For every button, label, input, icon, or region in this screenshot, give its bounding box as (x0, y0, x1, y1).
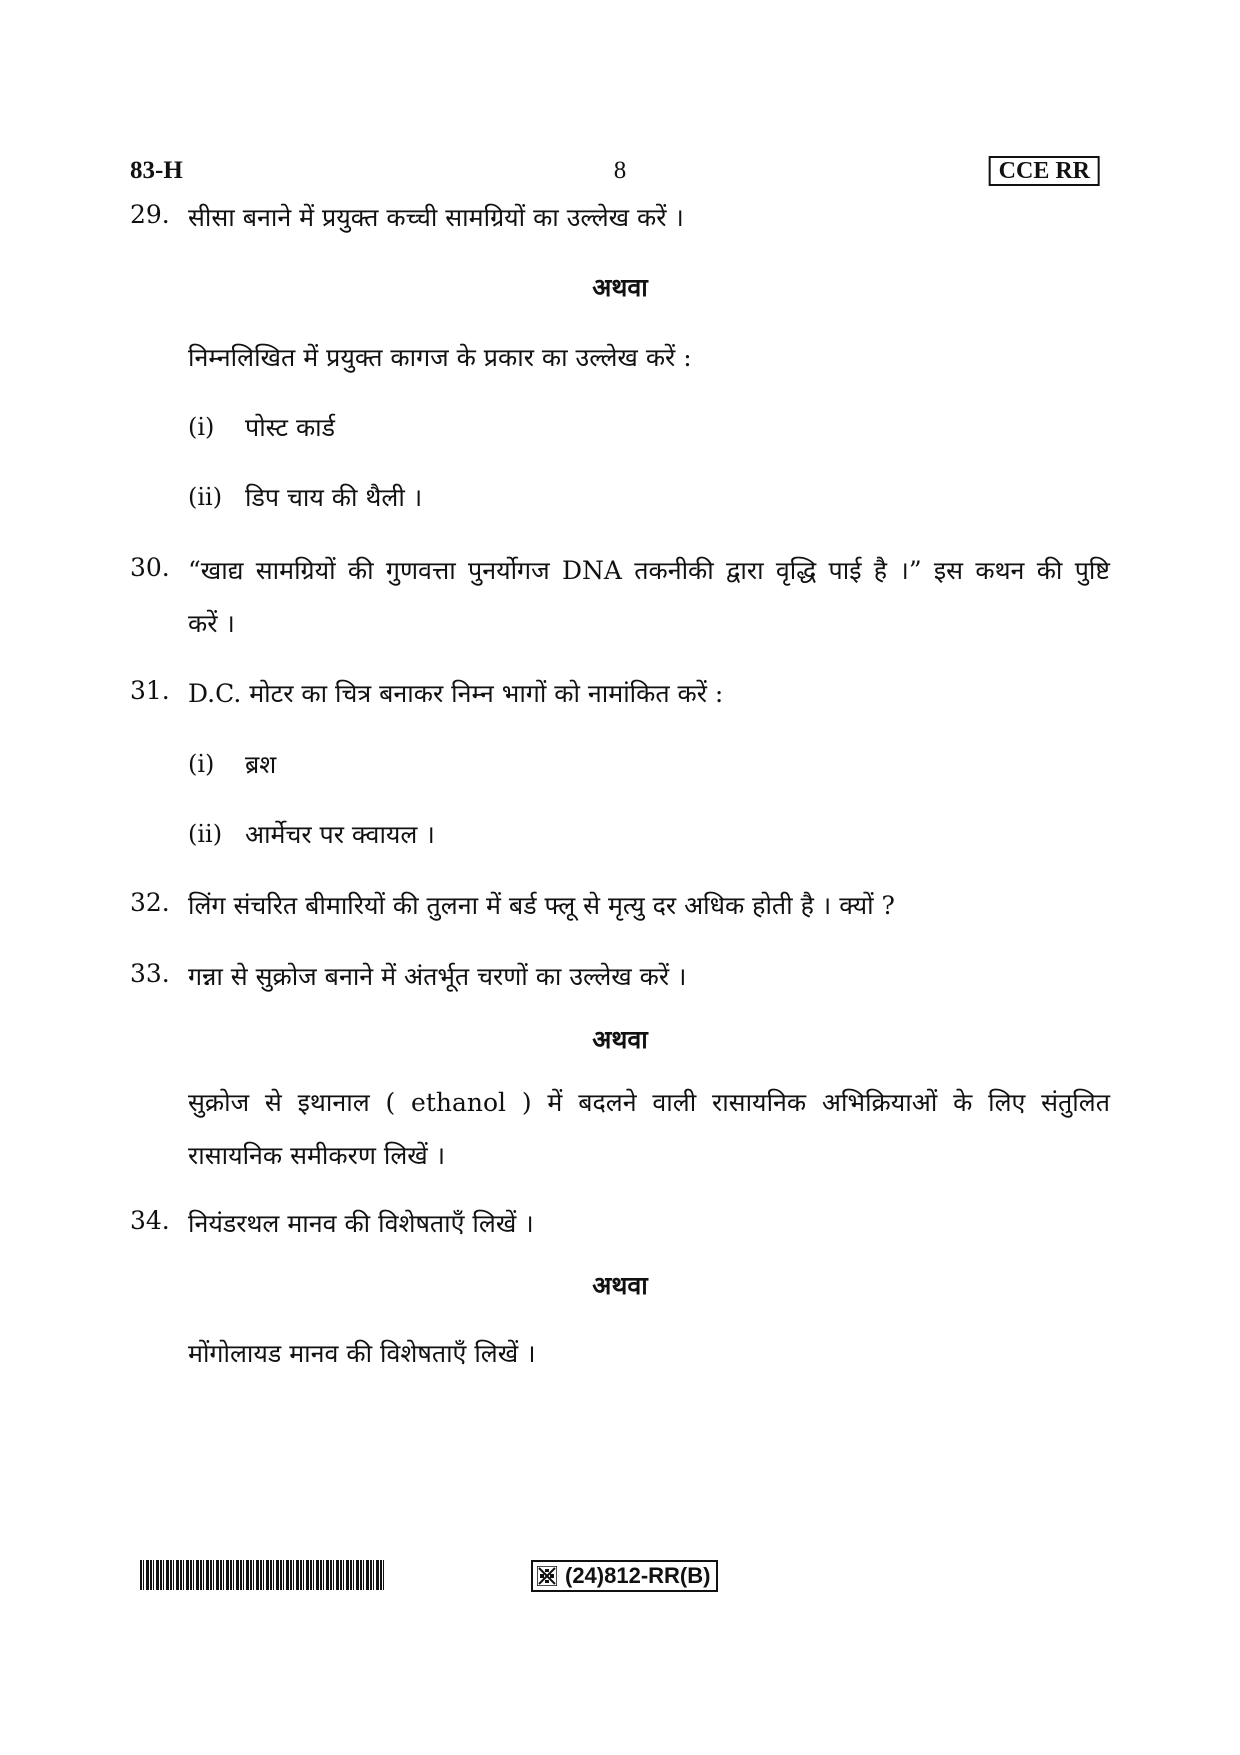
sub-item-label: (ii) (188, 820, 223, 848)
sub-item-label: (i) (188, 413, 215, 441)
question-text: लिंग संचरित बीमारियों की तुलना में बर्ड फ्लू से मृत्यु दर अधिक होती है । क्यों ? (188, 891, 895, 920)
question-text: गन्ना से सुक्रोज बनाने में अंतर्भूत चरणों का उल्लेख करें । (188, 962, 687, 991)
question-number: 33. (130, 959, 170, 988)
alternate-question-text-line: रासायनिक समीकरण लिखें । (188, 1141, 446, 1170)
question-text-line: “खाद्य सामग्रियों की गुणवत्ता पुनर्योगज DNA तकनीकी द्वारा वृद्धि पाई है ।” इस कथन की पुष्टि (188, 556, 1110, 585)
sub-item-label: (i) (188, 750, 215, 778)
paper-code-box (531, 1560, 718, 1592)
alternate-question-text: निम्नलिखित में प्रयुक्त कागज के प्रकार का उल्लेख करें : (188, 343, 692, 372)
question-number: 32. (130, 888, 170, 917)
question-text: D.C. मोटर का चित्र बनाकर निम्न भागों को नामांकित करें : (188, 679, 724, 708)
or-label: अथवा (592, 1025, 648, 1054)
question-text: नियंडरथल मानव की विशेषताएँ लिखें । (188, 1209, 534, 1238)
question-number: 31. (130, 676, 170, 705)
sub-item-text: डिप चाय की थैली । (245, 483, 423, 512)
question-text: सीसा बनाने में प्रयुक्त कच्ची सामग्रियों का उल्लेख करें । (188, 203, 684, 232)
question-number: 29. (130, 200, 170, 229)
sub-item-text: ब्रश (245, 750, 277, 779)
question-number: 30. (130, 553, 170, 582)
paper-code: (24)812-RR(B) (565, 1563, 711, 1588)
sub-item-text: आर्मेचर पर क्वायल । (245, 820, 435, 849)
or-label: अथवा (592, 1271, 648, 1300)
alternate-question-text-line: सुक्रोज से इथानाल ( ethanol ) में बदलने वाली रासायनिक अभिक्रियाओं के लिए संतुलित (188, 1088, 1110, 1117)
sub-item-text: पोस्ट कार्ड (245, 413, 335, 442)
barcode (140, 1560, 385, 1590)
exam-code-box: CCE RR (989, 156, 1100, 186)
sub-item-label: (ii) (188, 483, 223, 511)
question-number: 34. (130, 1206, 170, 1235)
qr-code-icon (537, 1566, 557, 1586)
alternate-question-text: मोंगोलायड मानव की विशेषताएँ लिखें । (188, 1339, 536, 1368)
subject-code: 83-H (130, 157, 183, 184)
question-text-line: करें । (188, 609, 235, 638)
page-number: 8 (613, 157, 627, 184)
or-label: अथवा (592, 273, 648, 302)
